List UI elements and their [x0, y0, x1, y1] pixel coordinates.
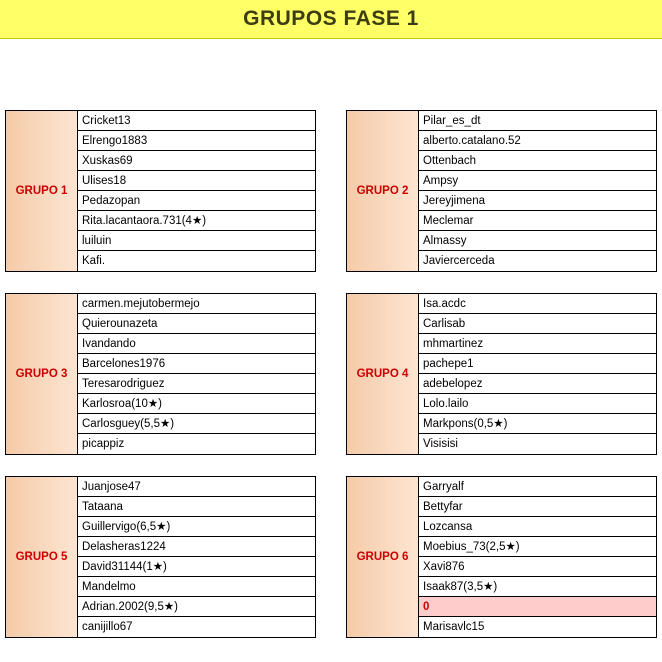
list-item[interactable]: Moebius_73(2,5★)	[419, 537, 656, 557]
list-item[interactable]: Guillervigo(6,5★)	[78, 517, 315, 537]
list-item[interactable]: Quierounazeta	[78, 314, 315, 334]
player-list	[419, 294, 656, 454]
player-list	[78, 294, 315, 454]
list-item[interactable]: Barcelones1976	[78, 354, 315, 374]
list-item[interactable]: Teresarodriguez	[78, 374, 315, 394]
list-item[interactable]: Ampsy	[419, 171, 656, 191]
group-row	[0, 293, 662, 455]
list-item[interactable]: Markpons(0,5★)	[419, 414, 656, 434]
list-item[interactable]: Visisisi	[419, 434, 656, 454]
list-item[interactable]: Isaak87(3,5★)	[419, 577, 656, 597]
list-item[interactable]: Kafi.	[78, 251, 315, 271]
group-block-6	[346, 476, 657, 638]
list-item[interactable]: Garryalf	[419, 477, 656, 497]
group-label: GRUPO 4	[347, 294, 419, 454]
list-item[interactable]: picappiz	[78, 434, 315, 454]
group-label: GRUPO 3	[6, 294, 78, 454]
list-item[interactable]: Bettyfar	[419, 497, 656, 517]
list-item[interactable]: Juanjose47	[78, 477, 315, 497]
list-item[interactable]: Pilar_es_dt	[419, 111, 656, 131]
player-list	[419, 111, 656, 271]
group-block-4	[346, 293, 657, 455]
list-item[interactable]: Pedazopan	[78, 191, 315, 211]
list-item[interactable]: Almassy	[419, 231, 656, 251]
list-item[interactable]: Jereyjimena	[419, 191, 656, 211]
list-item[interactable]: Lolo.lailo	[419, 394, 656, 414]
list-item[interactable]: adebelopez	[419, 374, 656, 394]
list-item[interactable]: mhmartinez	[419, 334, 656, 354]
group-label: GRUPO 6	[347, 477, 419, 637]
list-item[interactable]: Mandelmo	[78, 577, 315, 597]
player-list	[78, 477, 315, 637]
list-item[interactable]: Ivandando	[78, 334, 315, 354]
list-item[interactable]: Delasheras1224	[78, 537, 315, 557]
list-item[interactable]: Rita.lacantaora.731(4★)	[78, 211, 315, 231]
title-banner	[0, 0, 662, 39]
list-item[interactable]: Elrengo1883	[78, 131, 315, 151]
list-item[interactable]: David31144(1★)	[78, 557, 315, 577]
list-item[interactable]: Carlosguey(5,5★)	[78, 414, 315, 434]
list-item[interactable]: Meclemar	[419, 211, 656, 231]
list-item[interactable]: Karlosroa(10★)	[78, 394, 315, 414]
group-row	[0, 110, 662, 272]
list-item[interactable]: Ulises18	[78, 171, 315, 191]
groups-area	[0, 110, 662, 659]
player-list	[78, 111, 315, 271]
group-row	[0, 476, 662, 638]
list-item[interactable]: carmen.mejutobermejo	[78, 294, 315, 314]
group-block-5	[5, 476, 316, 638]
group-block-2	[346, 110, 657, 272]
group-block-3	[5, 293, 316, 455]
list-item[interactable]: Isa.acdc	[419, 294, 656, 314]
list-item[interactable]: Carlisab	[419, 314, 656, 334]
player-list	[419, 477, 656, 637]
group-label: GRUPO 5	[6, 477, 78, 637]
list-item[interactable]: pachepe1	[419, 354, 656, 374]
list-item[interactable]: canijillo67	[78, 617, 315, 637]
list-item[interactable]: luiluin	[78, 231, 315, 251]
list-item[interactable]: 0	[419, 597, 656, 617]
group-label: GRUPO 2	[347, 111, 419, 271]
list-item[interactable]: Cricket13	[78, 111, 315, 131]
group-label: GRUPO 1	[6, 111, 78, 271]
page-title: GRUPOS FASE 1	[243, 7, 419, 30]
list-item[interactable]: Lozcansa	[419, 517, 656, 537]
group-block-1	[5, 110, 316, 272]
list-item[interactable]: alberto.catalano.52	[419, 131, 656, 151]
list-item[interactable]: Tataana	[78, 497, 315, 517]
list-item[interactable]: Ottenbach	[419, 151, 656, 171]
list-item[interactable]: Adrian.2002(9,5★)	[78, 597, 315, 617]
list-item[interactable]: Xuskas69	[78, 151, 315, 171]
list-item[interactable]: Javiercerceda	[419, 251, 656, 271]
list-item[interactable]: Xavi876	[419, 557, 656, 577]
list-item[interactable]: Marisavlc15	[419, 617, 656, 637]
